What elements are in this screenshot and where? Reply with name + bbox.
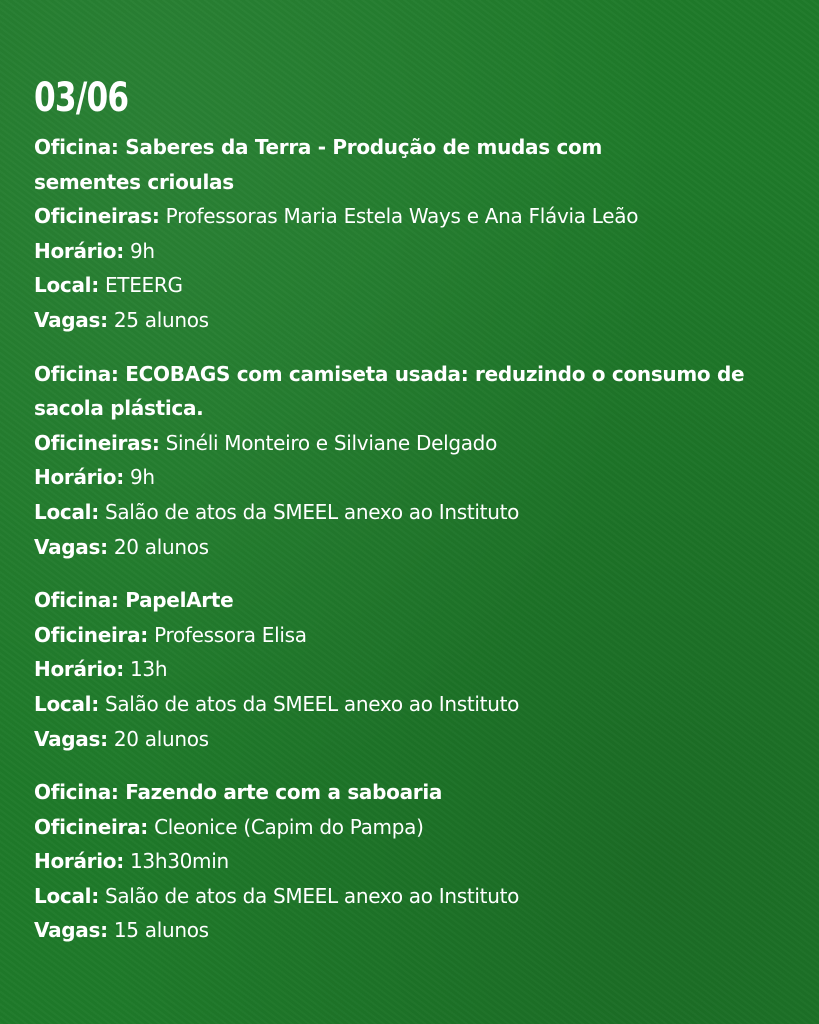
- instructors-value: Professora Elisa: [154, 622, 307, 647]
- workshop-spots: [34, 303, 804, 338]
- workshop-location: [34, 268, 804, 303]
- workshop-spots: [34, 913, 804, 948]
- time-value: 13h: [129, 657, 168, 682]
- location-value: Salão de atos da SMEEL anexo ao Instituto: [104, 499, 520, 524]
- workshop-location: [34, 687, 804, 722]
- instructors-value: Professoras Maria Estela Ways e Ana Flávia Leão: [165, 204, 639, 229]
- instructor-label: Oficineira:: [34, 622, 148, 647]
- schedule-date: 03/06: [34, 75, 129, 121]
- workshop-saberes-da-terra: [34, 130, 804, 338]
- workshop-time: [34, 652, 804, 687]
- time-label: Horário:: [34, 465, 124, 490]
- workshop-time: [34, 234, 804, 269]
- spots-value: 25 alunos: [113, 307, 209, 332]
- instructors-value: Cleonice (Capim do Pampa): [154, 814, 424, 839]
- instructors-label: Oficineiras:: [34, 430, 160, 455]
- time-label: Horário:: [34, 849, 124, 874]
- time-value: 9h: [129, 465, 155, 490]
- workshop-title: Oficina: ECOBAGS com camiseta usada: reduzindo o consumo de sacola plástica.: [34, 361, 745, 421]
- workshop-saboaria: [34, 775, 804, 948]
- workshop-ecobags: [34, 357, 804, 565]
- time-label: Horário:: [34, 657, 124, 682]
- workshop-papelarte: [34, 583, 804, 756]
- location-value: Salão de atos da SMEEL anexo ao Instituto: [104, 691, 520, 716]
- spots-value: 20 alunos: [113, 726, 209, 751]
- workshop-title: Oficina: PapelArte: [34, 588, 234, 613]
- workshop-spots: [34, 722, 804, 757]
- workshop-title: Oficina: Fazendo arte com a saboaria: [34, 780, 443, 805]
- location-value: Salão de atos da SMEEL anexo ao Instituto: [104, 883, 520, 908]
- workshop-location: [34, 495, 804, 530]
- spots-value: 20 alunos: [113, 534, 209, 559]
- workshop-time: [34, 460, 804, 495]
- location-value: ETEERG: [104, 273, 183, 298]
- workshop-location: [34, 879, 804, 914]
- time-label: Horário:: [34, 238, 124, 263]
- time-value: 13h30min: [129, 849, 229, 874]
- workshop-title: Oficina: Saberes da Terra - Produção de mudas com sementes crioulas: [34, 135, 603, 194]
- spots-label: Vagas:: [34, 918, 108, 943]
- location-label: Local:: [34, 273, 99, 298]
- workshop-spots: [34, 530, 804, 565]
- time-value: 9h: [129, 238, 155, 263]
- workshop-instructors: [34, 810, 804, 845]
- schedule-page: [34, 70, 804, 967]
- spots-label: Vagas:: [34, 726, 108, 751]
- workshop-time: [34, 844, 804, 879]
- instructors-value: Sinéli Monteiro e Silviane Delgado: [165, 430, 498, 455]
- location-label: Local:: [34, 499, 99, 524]
- workshop-instructors: [34, 426, 804, 461]
- spots-label: Vagas:: [34, 534, 108, 559]
- location-label: Local:: [34, 691, 99, 716]
- workshop-instructors: [34, 199, 804, 234]
- instructors-label: Oficineiras:: [34, 204, 160, 229]
- spots-value: 15 alunos: [113, 918, 209, 943]
- spots-label: Vagas:: [34, 307, 108, 332]
- workshop-instructors: [34, 618, 804, 653]
- instructor-label: Oficineira:: [34, 814, 148, 839]
- location-label: Local:: [34, 883, 99, 908]
